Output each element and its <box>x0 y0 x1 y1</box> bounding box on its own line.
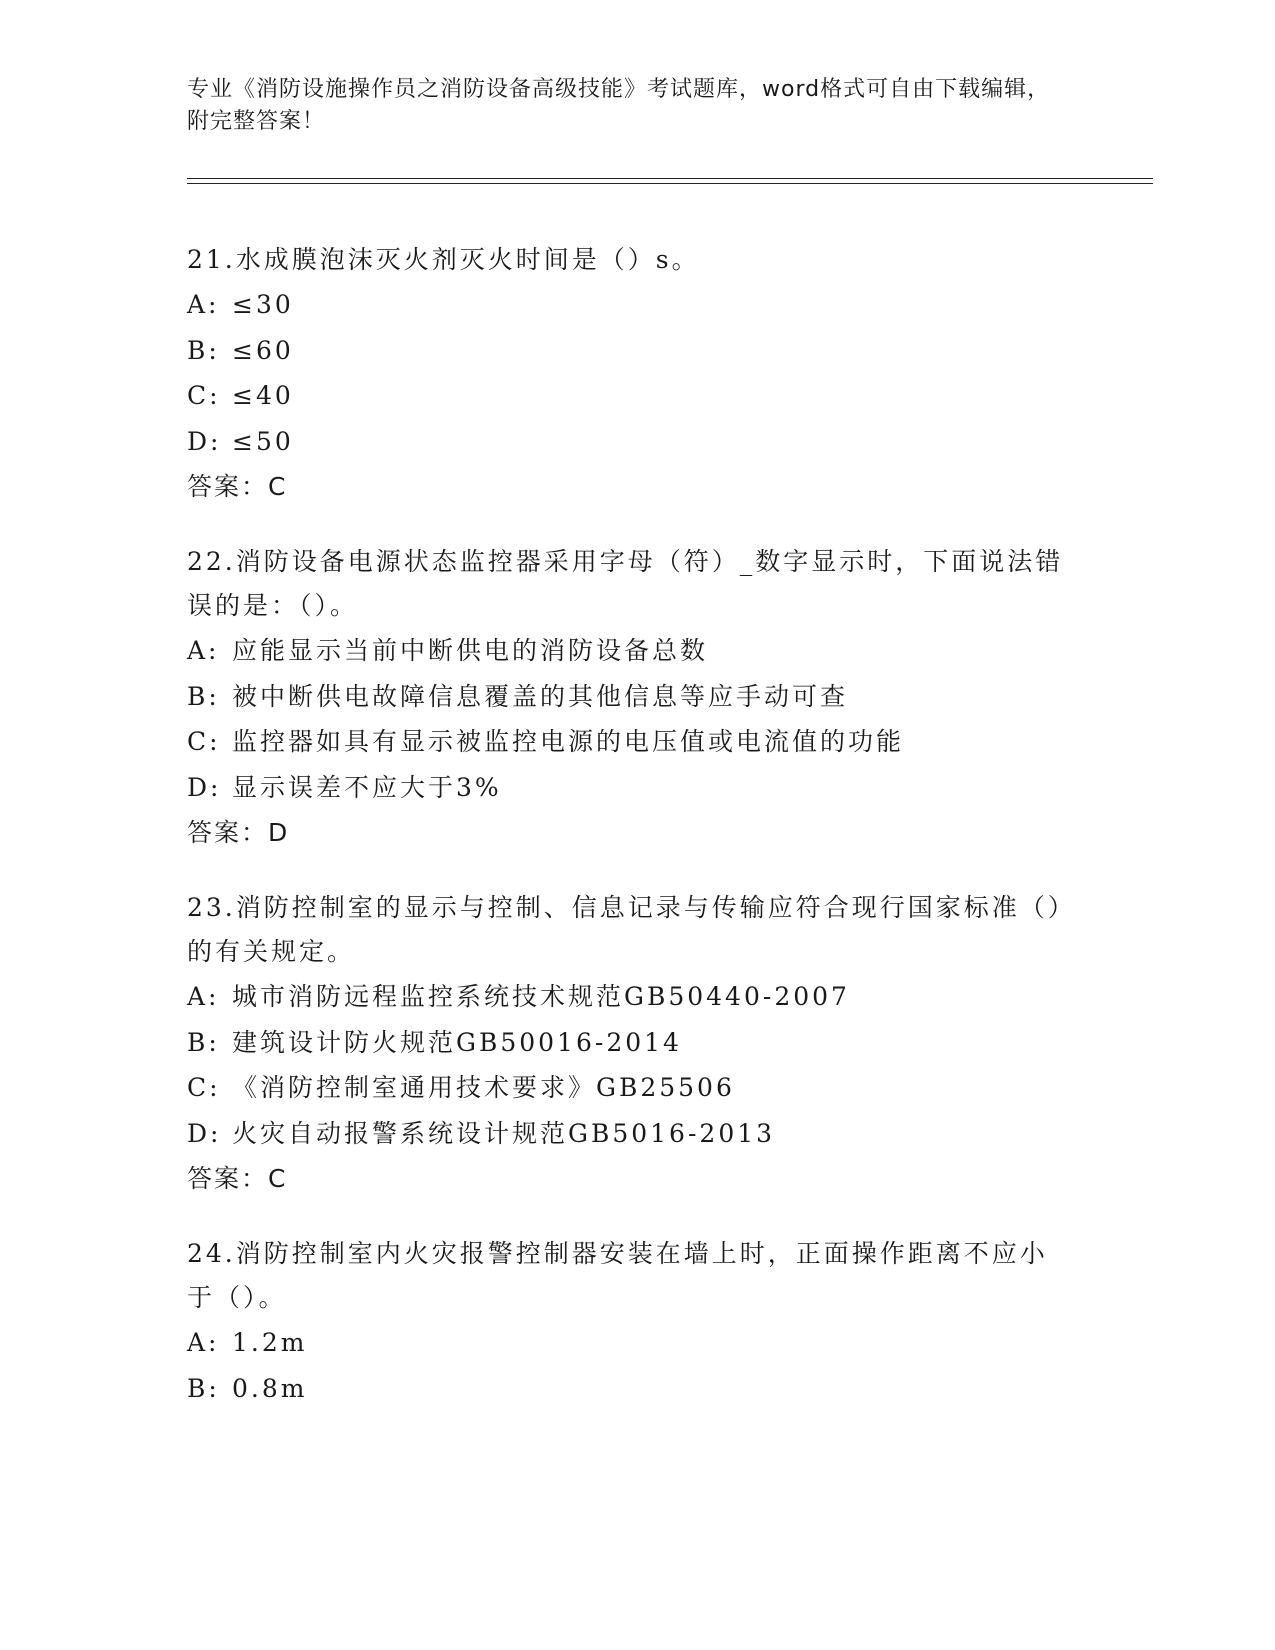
option-d <box>187 419 1087 465</box>
option-c <box>187 719 1087 765</box>
option-text: ≤50 <box>232 426 294 456</box>
question-stem: 23.消防控制室的显示与控制、信息记录与传输应符合现行国家标准（）的有关规定。 <box>187 893 1064 966</box>
answer-line <box>187 464 1087 509</box>
option-a <box>187 1320 1087 1366</box>
header-divider-top <box>187 178 1153 179</box>
option-label: C: <box>187 1073 221 1102</box>
option-label: A: <box>187 1328 220 1357</box>
option-label: A: <box>187 290 220 319</box>
question-stem: 22.消防设备电源状态监控器采用字母（符）_数字显示时，下面说法错误的是：（）。 <box>187 547 1064 620</box>
option-text: 城市消防远程监控系统技术规范GB50440-2007 <box>232 982 850 1011</box>
option-d <box>187 765 1087 811</box>
option-text: ≤60 <box>232 335 294 365</box>
option-d <box>187 1111 1087 1157</box>
question-stem: 21.水成膜泡沫灭火剂灭火时间是（）s。 <box>187 245 700 274</box>
answer-value: C <box>268 472 288 501</box>
option-text: 被中断供电故障信息覆盖的其他信息等应手动可查 <box>232 681 849 711</box>
answer-value: C <box>268 1164 288 1193</box>
option-text: 火灾自动报警系统设计规范GB5016-2013 <box>232 1118 776 1148</box>
answer-value: D <box>268 818 290 847</box>
question-24 <box>187 1232 1087 1411</box>
question-21 <box>187 238 1087 509</box>
question-22 <box>187 540 1087 855</box>
answer-line <box>187 810 1087 855</box>
option-label: A: <box>187 636 220 665</box>
option-label: D: <box>187 426 222 456</box>
option-label: D: <box>187 772 222 802</box>
question-23 <box>187 886 1087 1201</box>
option-label: B: <box>187 1027 220 1057</box>
option-b <box>187 1366 1087 1412</box>
question-stem: 24.消防控制室内火灾报警控制器安装在墙上时，正面操作距离不应小于（）。 <box>187 1239 1048 1312</box>
option-c <box>187 373 1087 419</box>
answer-line <box>187 1156 1087 1201</box>
option-text: 显示误差不应大于3% <box>232 772 502 802</box>
option-b <box>187 328 1087 374</box>
option-c <box>187 1065 1087 1111</box>
option-a <box>187 974 1087 1020</box>
option-a <box>187 628 1087 674</box>
option-label: B: <box>187 681 220 711</box>
document-header: 专业《消防设施操作员之消防设备高级技能》考试题库，word格式可自由下载编辑，附完整答案！ <box>187 77 1051 134</box>
option-text: 建筑设计防火规范GB50016-2014 <box>232 1027 682 1057</box>
option-text: 0.8m <box>232 1373 308 1403</box>
option-text: ≤30 <box>232 290 294 319</box>
option-b <box>187 1020 1087 1066</box>
header-divider-bottom <box>187 183 1153 184</box>
answer-label: 答案： <box>187 1164 269 1193</box>
option-text: 1.2m <box>232 1328 308 1357</box>
option-text: ≤40 <box>232 381 294 410</box>
option-text: 应能显示当前中断供电的消防设备总数 <box>232 636 709 665</box>
option-text: 监控器如具有显示被监控电源的电压值或电流值的功能 <box>232 727 905 756</box>
option-label: C: <box>187 727 221 756</box>
option-label: B: <box>187 1373 220 1403</box>
option-text: 《消防控制室通用技术要求》GB25506 <box>232 1073 735 1102</box>
answer-label: 答案： <box>187 472 269 501</box>
option-label: B: <box>187 335 220 365</box>
option-label: C: <box>187 381 221 410</box>
option-b <box>187 674 1087 720</box>
answer-label: 答案： <box>187 818 269 847</box>
option-a <box>187 282 1087 328</box>
question-list <box>187 238 1087 1442</box>
option-label: D: <box>187 1118 222 1148</box>
option-label: A: <box>187 982 220 1011</box>
